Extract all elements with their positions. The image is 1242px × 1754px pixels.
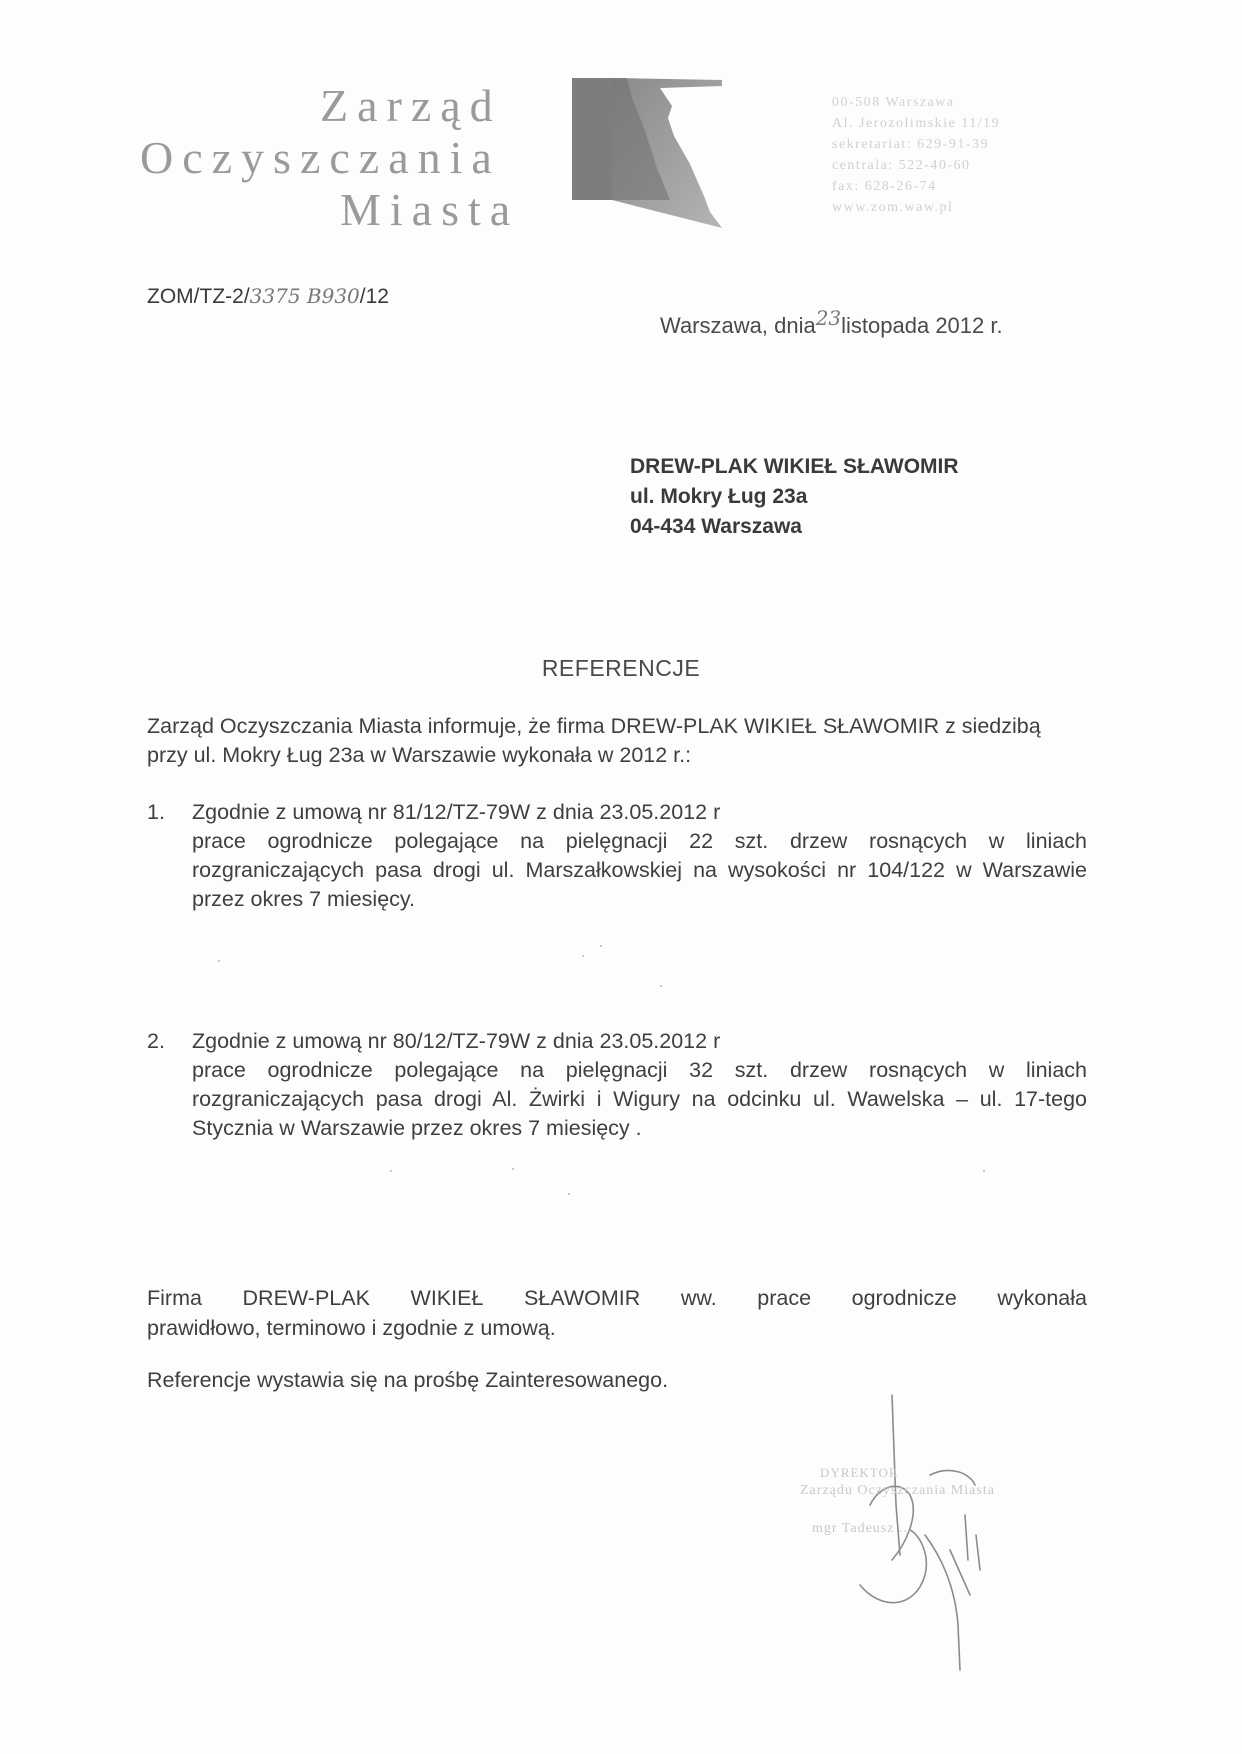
scan-speck [512,1168,514,1170]
signature-stamp [800,1385,1060,1685]
recipient-city: 04-434 Warszawa [630,515,802,538]
reference-prefix: ZOM/TZ-2/ [147,285,250,308]
scan-speck [600,945,602,947]
list-item-contract: Zgodnie z umową nr 80/12/TZ-79W z dnia 23.05.2012 r [192,1029,721,1053]
date-suffix: listopada 2012 r. [841,313,1003,338]
list-item-description: prace ogrodnicze polegające na pielęgnacji 22 szt. drzew rosnących w liniach rozgraniczających pasa drogi ul. Marszałkowskiej na wysokości nr 104/122 w Warszawie przez okres 7 miesięcy. [192,829,1087,911]
contact-line-secretariat: sekretariat: 629-91-39 [832,137,990,152]
list-item-number: 2. [147,1029,165,1053]
reference-number [147,284,389,309]
letterhead-name-line2: Oczyszczania [140,132,501,183]
list-item-description: prace ogrodnicze polegające na pielęgnacji 32 szt. drzew rosnących w liniach rozgraniczających pasa drogi Al. Żwirki i Wigury na odcinku ul. Wawelska – ul. 17-tego Stycznia w Warszawie przez okres 7 miesięcy . [192,1058,1087,1140]
recipient-name: DREW-PLAK WIKIEŁ SŁAWOMIR [630,455,959,478]
contact-line-fax: fax: 628-26-74 [832,179,937,194]
scan-speck [568,1193,570,1195]
heading-text: REFERENCJE [541,655,701,681]
reference-handwritten: 3375 B930 [249,284,360,308]
reference-suffix: /12 [359,285,389,308]
list-item-content [192,1027,1087,1143]
closing-line-2: prawidłowo, terminowo i zgodnie z umową. [147,1316,556,1340]
list-item [147,798,1087,914]
closing-line-1: Firma DREW-PLAK WIKIEŁ SŁAWOMIR ww. prace ogrodnicze wykonała [147,1286,1087,1310]
date-prefix: Warszawa, dnia [660,313,816,338]
contact-line-address: 00-508 Warszawa [832,95,955,110]
contact-line-street: Al. Jerozolimskie 11/19 [832,116,1001,131]
request-note: Referencje wystawia się na prośbę Zainteresowanego. [147,1368,669,1392]
letterhead-name [140,80,540,236]
list-item-contract: Zgodnie z umową nr 81/12/TZ-79W z dnia 23.05.2012 r [192,800,721,824]
scan-speck [660,985,662,987]
stamp-line-title: DYREKTOR [820,1465,899,1480]
intro-paragraph: Zarząd Oczyszczania Miasta informuje, że firma DREW-PLAK WIKIEŁ SŁAWOMIR z siedzibą przy ul. Mokry Ług 23a w Warszawie wykonała w 2012 r.: [147,714,1041,767]
contact-line-switchboard: centrala: 522-40-60 [832,158,971,173]
list-item-number: 1. [147,800,165,824]
date-handwritten-day: 23 [815,306,842,330]
organization-logo-icon [572,78,724,228]
letterhead-name-line1: Zarząd [320,80,502,131]
closing-paragraph [147,1283,1087,1343]
recipient-street: ul. Mokry Ług 23a [630,485,808,508]
recipient-address [630,452,959,542]
document-date [660,306,1003,339]
letterhead-name-line3: Miasta [340,184,520,235]
scan-speck [390,1170,392,1172]
list-item-content [192,798,1087,914]
scan-speck [582,955,584,957]
stamp-line-organization: Zarządu Oczyszczania Miasta [800,1483,995,1498]
letterhead-contact [832,92,1092,218]
document-heading [0,655,1242,682]
contact-line-website: www.zom.waw.pl [832,200,954,215]
list-item [147,1027,1087,1143]
scan-speck [983,1170,985,1172]
scan-speck [218,960,220,962]
stamp-line-name: mgr Tadeusz ... [812,1521,913,1536]
